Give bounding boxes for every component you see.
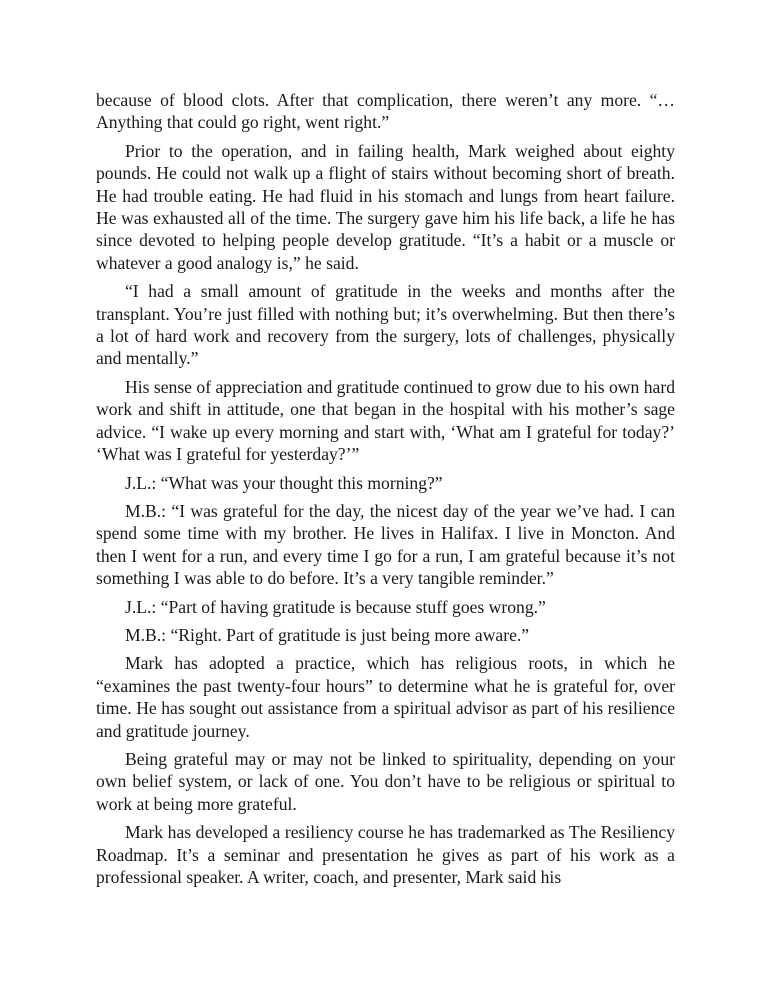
paragraph-continuation: because of blood clots. After that complication, there weren’t any more. “… Anything that could go right, went right.” — [96, 90, 675, 133]
paragraph-quote-transplant: “I had a small amount of gratitude in the weeks and months after the transplant. You’re just filled with nothing but; it’s overwhelming. But then there’s a lot of hard work and recovery from the surgery, lots of challenges, physically and mentally.” — [96, 281, 675, 369]
paragraph-interview-reply: M.B.: “Right. Part of gratitude is just being more aware.” — [125, 624, 530, 645]
paragraph-interview-comment: J.L.: “Part of having gratitude is because stuff goes wrong.” — [125, 596, 546, 617]
paragraph-spirituality: Being grateful may or may not be linked to spirituality, depending on your own belief system, or lack of one. You don’t have to be religious or spiritual to work at being more grateful. — [96, 748, 675, 814]
paragraph-interview-question: J.L.: “What was your thought this morning?” — [125, 472, 443, 493]
paragraph-resiliency-course: Mark has developed a resiliency course he has trademarked as The Resiliency Roadmap. It’s a seminar and presentation he gives as part of his work as a professional speaker. A writer, coach, and presenter, Mark said his — [96, 822, 675, 887]
page-body — [96, 89, 675, 894]
paragraph-health: Prior to the operation, and in failing health, Mark weighed about eighty pounds. He could not walk up a flight of stairs without becoming short of breath. He had trouble eating. He had fluid in his stomach and lungs from heart failure. He was exhausted all of the time. The surgery gave him his life back, a life he has since devoted to helping people develop gratitude. “It’s a habit or a muscle or whatever a good analogy is,” he said. — [96, 140, 675, 273]
paragraph-interview-answer: M.B.: “I was grateful for the day, the nicest day of the year we’ve had. I can spend some time with my brother. He lives in Halifax. I live in Moncton. And then I went for a run, and every time I go for a run, I am grateful because it’s not something I was able to do before. It’s a very tangible reminder.” — [96, 500, 675, 589]
paragraph-practice: Mark has adopted a practice, which has religious roots, in which he “examines the past twenty-four hours” to determine what he is grateful for, over time. He has sought out assistance from a spiritual advisor as part of his resilience and gratitude journey. — [96, 653, 675, 741]
paragraph-appreciation: His sense of appreciation and gratitude continued to grow due to his own hard work and shift in attitude, one that began in the hospital with his mother’s sage advice. “I wake up every morning and start with, ‘What am I grateful for today?’ ‘What was I grateful for yesterday?’” — [96, 376, 675, 465]
